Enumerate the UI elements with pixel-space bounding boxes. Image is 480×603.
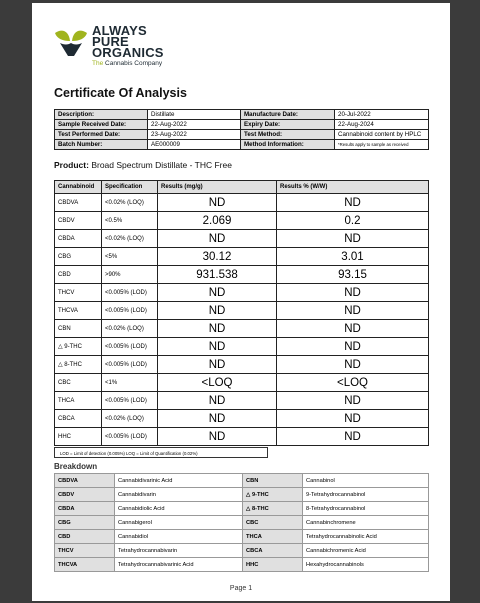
header-cannabinoid: Cannabinoid <box>55 181 102 194</box>
abbr-cell: CBC <box>243 516 303 530</box>
result-mg-cell: ND <box>158 392 277 410</box>
result-pct-cell: <LOQ <box>277 374 429 392</box>
fullname-cell: 8-Tetrahydrocannabinol <box>303 502 429 516</box>
header-results-pct: Results % (W/W) <box>277 181 429 194</box>
result-pct-cell: ND <box>277 284 429 302</box>
fullname-cell: Tetrahydrocannabinolic Acid <box>303 530 429 544</box>
result-mg-cell: ND <box>158 338 277 356</box>
result-pct-cell: ND <box>277 302 429 320</box>
abbr-cell: △ 8-THC <box>243 502 303 516</box>
performed-value: 23-Aug-2022 <box>148 130 241 140</box>
product-value: Broad Spectrum Distillate - THC Free <box>91 160 232 170</box>
breakdown-row <box>55 530 429 544</box>
abbr-cell: CBG <box>55 516 115 530</box>
description-value: Distillate <box>148 110 241 120</box>
cannabinoid-cell: THCA <box>55 392 102 410</box>
table-row <box>55 302 429 320</box>
table-row <box>55 320 429 338</box>
cannabinoid-cell: CBG <box>55 248 102 266</box>
fullname-cell: Cannabidivarin <box>115 488 243 502</box>
product-label: Product: <box>54 160 89 170</box>
results-table <box>54 180 429 446</box>
cannabinoid-cell: CBDVA <box>55 194 102 212</box>
method-value: Cannabinoid content by HPLC <box>335 130 429 140</box>
info-row <box>55 130 429 140</box>
cannabinoid-cell: CBDV <box>55 212 102 230</box>
info-row <box>55 120 429 130</box>
method-label: Test Method: <box>241 130 335 140</box>
table-row <box>55 374 429 392</box>
table-row <box>55 212 429 230</box>
result-mg-cell: ND <box>158 284 277 302</box>
specification-cell: <0.005% (LOD) <box>102 302 158 320</box>
table-row <box>55 410 429 428</box>
fullname-cell: 9-Tetrahydrocannabinol <box>303 488 429 502</box>
batch-value: AE000009 <box>148 140 241 150</box>
result-pct-cell: ND <box>277 428 429 446</box>
result-mg-cell: 2.069 <box>158 212 277 230</box>
info-table <box>54 109 429 150</box>
specification-cell: <0.5% <box>102 212 158 230</box>
fullname-cell: Cannabinchromene <box>303 516 429 530</box>
result-pct-cell: ND <box>277 410 429 428</box>
breakdown-row <box>55 488 429 502</box>
specification-cell: <0.005% (LOD) <box>102 356 158 374</box>
cannabinoid-cell: △ 9-THC <box>55 338 102 356</box>
result-pct-cell: ND <box>277 320 429 338</box>
info-row <box>55 140 429 150</box>
description-label: Description: <box>55 110 148 120</box>
page-number: Page 1 <box>229 585 253 592</box>
result-mg-cell: ND <box>158 410 277 428</box>
results-header-row <box>55 181 429 194</box>
specification-cell: <0.005% (LOD) <box>102 284 158 302</box>
leaf-logo-icon <box>54 27 88 57</box>
specification-cell: <5% <box>102 248 158 266</box>
table-row <box>55 338 429 356</box>
performed-label: Test Performed Date: <box>55 130 148 140</box>
tagline-highlight: The <box>92 60 104 67</box>
cannabinoid-cell: HHC <box>55 428 102 446</box>
header-specification: Specification <box>102 181 158 194</box>
fullname-cell: Cannabidiolic Acid <box>115 502 243 516</box>
specification-cell: <0.005% (LOD) <box>102 428 158 446</box>
logo-word-always: ALWAYS <box>92 23 147 38</box>
result-pct-cell: 93.15 <box>277 266 429 284</box>
logo-tagline <box>92 60 162 67</box>
result-pct-cell: 3.01 <box>277 248 429 266</box>
logo-word-organics: ORGANICS <box>92 45 164 60</box>
fullname-cell: Cannabinol <box>303 474 429 488</box>
breakdown-row <box>55 544 429 558</box>
abbr-cell: △ 9-THC <box>243 488 303 502</box>
batch-label: Batch Number: <box>55 140 148 150</box>
specification-cell: <0.02% (LOQ) <box>102 410 158 428</box>
fullname-cell: Cannabidivarinic Acid <box>115 474 243 488</box>
result-mg-cell: ND <box>158 302 277 320</box>
table-row <box>55 266 429 284</box>
breakdown-row <box>55 516 429 530</box>
specification-cell: <0.02% (LOQ) <box>102 194 158 212</box>
info-row <box>55 110 429 120</box>
cannabinoid-cell: CBCA <box>55 410 102 428</box>
manufacture-label: Manufacture Date: <box>241 110 335 120</box>
table-row <box>55 428 429 446</box>
abbr-cell: CBD <box>55 530 115 544</box>
cannabinoid-cell: CBDA <box>55 230 102 248</box>
cannabinoid-cell: THCVA <box>55 302 102 320</box>
lod-loq-note: LOD = Limit of detection (0.005%) LOQ = Limit of Quantification (0.02%) <box>54 447 268 458</box>
abbr-cell: THCA <box>243 530 303 544</box>
result-mg-cell: ND <box>158 230 277 248</box>
breakdown-title: Breakdown <box>54 462 98 471</box>
received-value: 22-Aug-2022 <box>148 120 241 130</box>
result-mg-cell: ND <box>158 194 277 212</box>
specification-cell: <0.005% (LOD) <box>102 338 158 356</box>
breakdown-row <box>55 502 429 516</box>
abbr-cell: CBCA <box>243 544 303 558</box>
abbr-cell: CBDA <box>55 502 115 516</box>
product-line <box>54 160 232 170</box>
result-mg-cell: <LOQ <box>158 374 277 392</box>
result-mg-cell: ND <box>158 320 277 338</box>
result-mg-cell: 30.12 <box>158 248 277 266</box>
methodinfo-label: Method Information: <box>241 140 335 150</box>
fullname-cell: Cannabichromenic Acid <box>303 544 429 558</box>
fullname-cell: Tetrahydrocannabivarin <box>115 544 243 558</box>
fullname-cell: Cannabigerol <box>115 516 243 530</box>
fullname-cell: Cannabidiol <box>115 530 243 544</box>
expiry-value: 22-Aug-2024 <box>335 120 429 130</box>
specification-cell: <0.005% (LOD) <box>102 392 158 410</box>
abbr-cell: CBDV <box>55 488 115 502</box>
result-pct-cell: ND <box>277 230 429 248</box>
table-row <box>55 248 429 266</box>
result-pct-cell: ND <box>277 338 429 356</box>
cannabinoid-cell: CBD <box>55 266 102 284</box>
result-mg-cell: ND <box>158 356 277 374</box>
table-row <box>55 392 429 410</box>
manufacture-value: 20-Jul-2022 <box>335 110 429 120</box>
cannabinoid-cell: CBC <box>55 374 102 392</box>
specification-cell: <1% <box>102 374 158 392</box>
breakdown-row <box>55 474 429 488</box>
abbr-cell: CBN <box>243 474 303 488</box>
expiry-label: Expiry Date: <box>241 120 335 130</box>
cannabinoid-cell: CBN <box>55 320 102 338</box>
breakdown-table <box>54 473 429 572</box>
specification-cell: <0.02% (LOQ) <box>102 320 158 338</box>
specification-cell: >90% <box>102 266 158 284</box>
logo-word-pure: PURE <box>92 34 129 49</box>
abbr-cell: CBDVA <box>55 474 115 488</box>
page-title: Certificate Of Analysis <box>54 86 187 100</box>
breakdown-row <box>55 558 429 572</box>
fullname-cell: Tetrahydrocannabivarinic Acid <box>115 558 243 572</box>
tagline-rest: Cannabis Company <box>105 60 163 67</box>
document-page <box>32 3 450 601</box>
header-results-mg: Results (mg/g) <box>158 181 277 194</box>
table-row <box>55 230 429 248</box>
result-pct-cell: 0.2 <box>277 212 429 230</box>
table-row <box>55 284 429 302</box>
cannabinoid-cell: THCV <box>55 284 102 302</box>
abbr-cell: THCVA <box>55 558 115 572</box>
result-pct-cell: ND <box>277 392 429 410</box>
result-mg-cell: ND <box>158 428 277 446</box>
result-pct-cell: ND <box>277 194 429 212</box>
company-logo <box>54 25 214 77</box>
abbr-cell: HHC <box>243 558 303 572</box>
methodinfo-value: *Results apply to sample as received <box>335 140 429 150</box>
table-row <box>55 356 429 374</box>
result-pct-cell: ND <box>277 356 429 374</box>
received-label: Sample Received Date: <box>55 120 148 130</box>
fullname-cell: Hexahydrocannabinols <box>303 558 429 572</box>
result-mg-cell: 931.538 <box>158 266 277 284</box>
specification-cell: <0.02% (LOQ) <box>102 230 158 248</box>
abbr-cell: THCV <box>55 544 115 558</box>
cannabinoid-cell: △ 8-THC <box>55 356 102 374</box>
table-row <box>55 194 429 212</box>
